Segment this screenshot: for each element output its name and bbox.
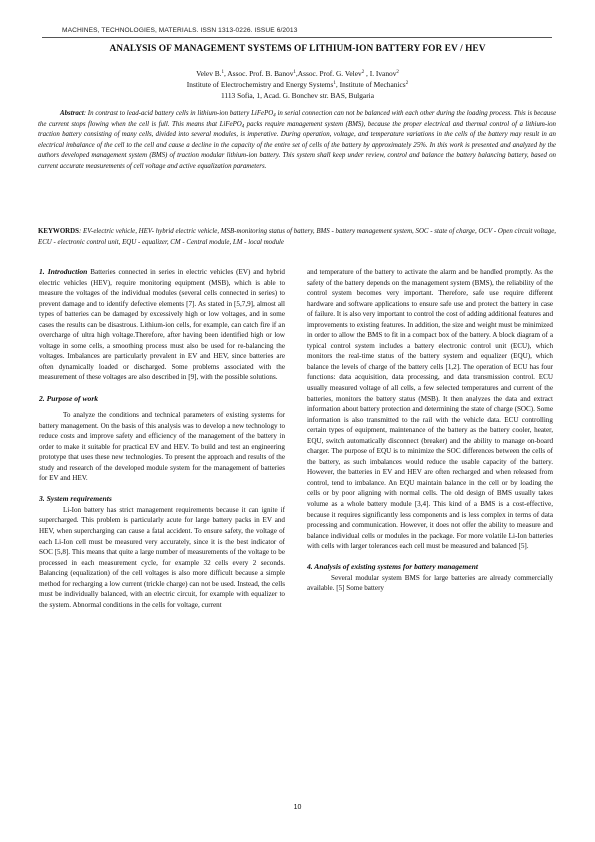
spacer [39,484,285,495]
paper-title: ANALYSIS OF MANAGEMENT SYSTEMS OF LITHIUM-ION BATTERY FOR EV / HEV [109,44,486,54]
affiliation: Institute of Electrochemistry and Energy Systems [186,79,334,89]
subscript: 4 [273,113,276,119]
running-header: MACHINES, TECHNOLOGIES, MATERIALS. ISSN 1313-0226. ISSUE 6/2013 [62,27,298,34]
abstract-text: in serial connection can not be balanced with each other during the loading process. This is because the current stops flowing when the cell is full. This means that LiFePO [38,110,556,128]
keywords [38,227,556,248]
spacer [307,552,553,563]
keywords-text: : EV-electric vehicle, HEV- hybrid electric vehicle, MSB-monitoring status of battery, BMS - battery management system, SOC - state of charge, OCV - Open circuit voltage, ECU - electronic control unit, EQU - equalizer, CM - Central module, LM - local module [38,228,556,246]
affiliation-marker: 2 [396,70,399,75]
section-heading: 1. Introduction [39,267,88,276]
section-heading-line [307,562,553,573]
paragraph: Several modular system BMS for large batteries are already commercially available. [5] Some battery [307,573,553,593]
section-heading: 3. System requirements [39,494,112,504]
section-heading: 2. Purpose of work [39,393,99,403]
address: 1113 Sofia, 1, Acad. G. Bonchev str. BAS, Bulgaria [221,90,374,100]
keywords-label: KEYWORDS [38,228,79,235]
author-name: ,Assoc. Prof. G. Velev [295,69,362,78]
section-heading: 4. Analysis of existing systems for battery management [307,562,479,572]
author-name: Velev B. [196,69,222,78]
spacer [39,383,285,394]
header-rule [42,37,552,38]
affiliation-marker: 1 [293,70,296,75]
author-list [40,69,555,80]
authors-block [40,69,555,101]
page-number: 10 [293,804,302,811]
section-heading-line [39,494,285,505]
affiliation-marker: 1 [333,80,336,86]
paragraph: Li-Ion battery has strict management requirements because it can ignite if supercharged. This problem is particularly acute for large battery packs in EV and HEV, when supercharging can cause a fatal accident. To ensure safety, the voltage of each Li-Ion cell must be measured very accurately, since it is the best indicator of SOC [5,8]. This means that quite a large number of measurements of the voltage to be processed in each measurement cycle, for example 32 cells every 2 seconds. Balancing (equalization) of the cell voltages is also more difficult because a simple method for recharging a low current (trickle charge) can not be used. Instead, the cells must be individually balanced, with an electric circuit, for example with equalizer to the system. Abnormal conditions in the cells for voltage, current [39,505,285,609]
abstract [38,109,556,172]
paragraph [39,267,285,383]
left-column [39,267,285,610]
abstract-text: : In contrast to lead-acid battery cells in lithium-ion battery LiFePO [83,110,274,117]
affiliation: , Institute of Mechanics [335,79,406,89]
paragraph: and temperature of the battery to activate the alarm and be handled promptly. As the safety of the battery depends on the management system (BMS), the reliability of the control system becomes very important. Therefore, safe use require different hardware and software applications to ensure safe use and protect the battery in case of failure. It is also very important to control the cost of adding additional features and improvements to existing features. In addition, the size and weight must be minimized in order to allow the BMS to fit in a compact box of the battery. A block diagram of a typical control system includes a battery electronic control unit (ECU), which monitors the real-time status of the battery system and equalizer (EQU), which balance the levels of charge of the battery cells [1,2]. The operation of ECU has four functions: data acquisition, data processing, and data transmission control. ECU usually measured voltage of all cells, a few selected temperatures and current of the batteries, monitors the battery status (MSB). It then analyzes the data and extract information about battery protection and determining the state of charge (SOC). Some information is also transmitted to the rail with the vehicle data. ECU controlling certain types of equipment, maintenance of the battery as the battery cooler, heater, EQU, switch automatically disconnect (breaker) and the ability to manage on-board charger. The purpose of EQU is to minimize the SOC differences between the cells of the battery, as such imbalances would reduce the usable capacity of the battery. However, the batteries in EV and HEV are often recharged and when released from control, tend to imbalance. An EQU maintain balance in the cell or by loading the cells or by poor aligning with normal cells. The old design of BMS usually takes volume as a whole battery module [3,4]. This kind of a BMS is a cost-effective, because it requires significantly less components and is less complex in terms of data processing and communication. However, it does not offer the ability to measure and balance individual cells or modules in the package. For more volatile Li-Ion batteries with cells with larger tolerances each cell must be measured and balanced [5]. [307,268,553,551]
paragraph: To analyze the conditions and technical parameters of existing systems for battery management. On the basis of this analysis was to develop a new technology to reduce costs and improve safety and efficiency of the management of the battery in order to make it suitable for practical EV and HEV. To build and test an engineering prototype that uses these new technologies. To present the approach and results of the study and research of the developed module system for the management of batteries for EV and HEV. [39,411,285,483]
subscript: 4 [241,124,245,129]
affiliations [40,80,555,91]
affiliation-marker: 1 [221,70,225,75]
affiliation-marker: 2 [361,70,365,75]
abstract-text: packs require management system (BMS), because the proper electrical and thermal control of a lithium-ion traction battery consisting of many cells, divided into several modules, is imperative. During operation, voltage, and temperature variations in the cells of the battery may result in an electrical imbalance of the cell to the cell and cause a decline in the capacity of the entire set of cells of the battery by approximately 25%. In this work is presented and analyzed by the authors developed management system (BMS) of traction modular lithium-ion battery. This system shall keep under review, control and balance the battery balancing battery, based on current accurate measurements of cell voltage and active equalization parameters. [38,120,556,170]
affiliation-marker: 2 [405,80,409,86]
paragraph-text: Batteries connected in series in electric vehicles (EV) and hybrid electric vehicles (HEV), require monitoring equipment (MSB), which is able to measure the voltages of the individual modules (several cells connected in series) to prevent damage and to identify defective elements [7]. As stated in [5,7,9], almost all types of batteries can be damaged by excessively high or low voltages, and in some cases the results can be disastrous. Lithium-ion cells, for example, can catch fire if an overcharge of ultra high voltage.Therefore, after having been identified high or low voltage in some cells, a smoothing process must also be used for re-balancing the voltages. Imbalances are particularly prevalent in EV and HEV, since batteries are often dynamically loaded or discharged. Some problems associated with the measurement of these voltages are also described in [9], with the possible solutions. [39,268,285,382]
abstract-label: Abstract [60,110,84,117]
author-name: , I. Ivanov [364,69,397,78]
right-column [307,267,553,594]
author-name: , Assoc. Prof. B. Banov [224,69,294,78]
section-heading-line [39,394,285,405]
